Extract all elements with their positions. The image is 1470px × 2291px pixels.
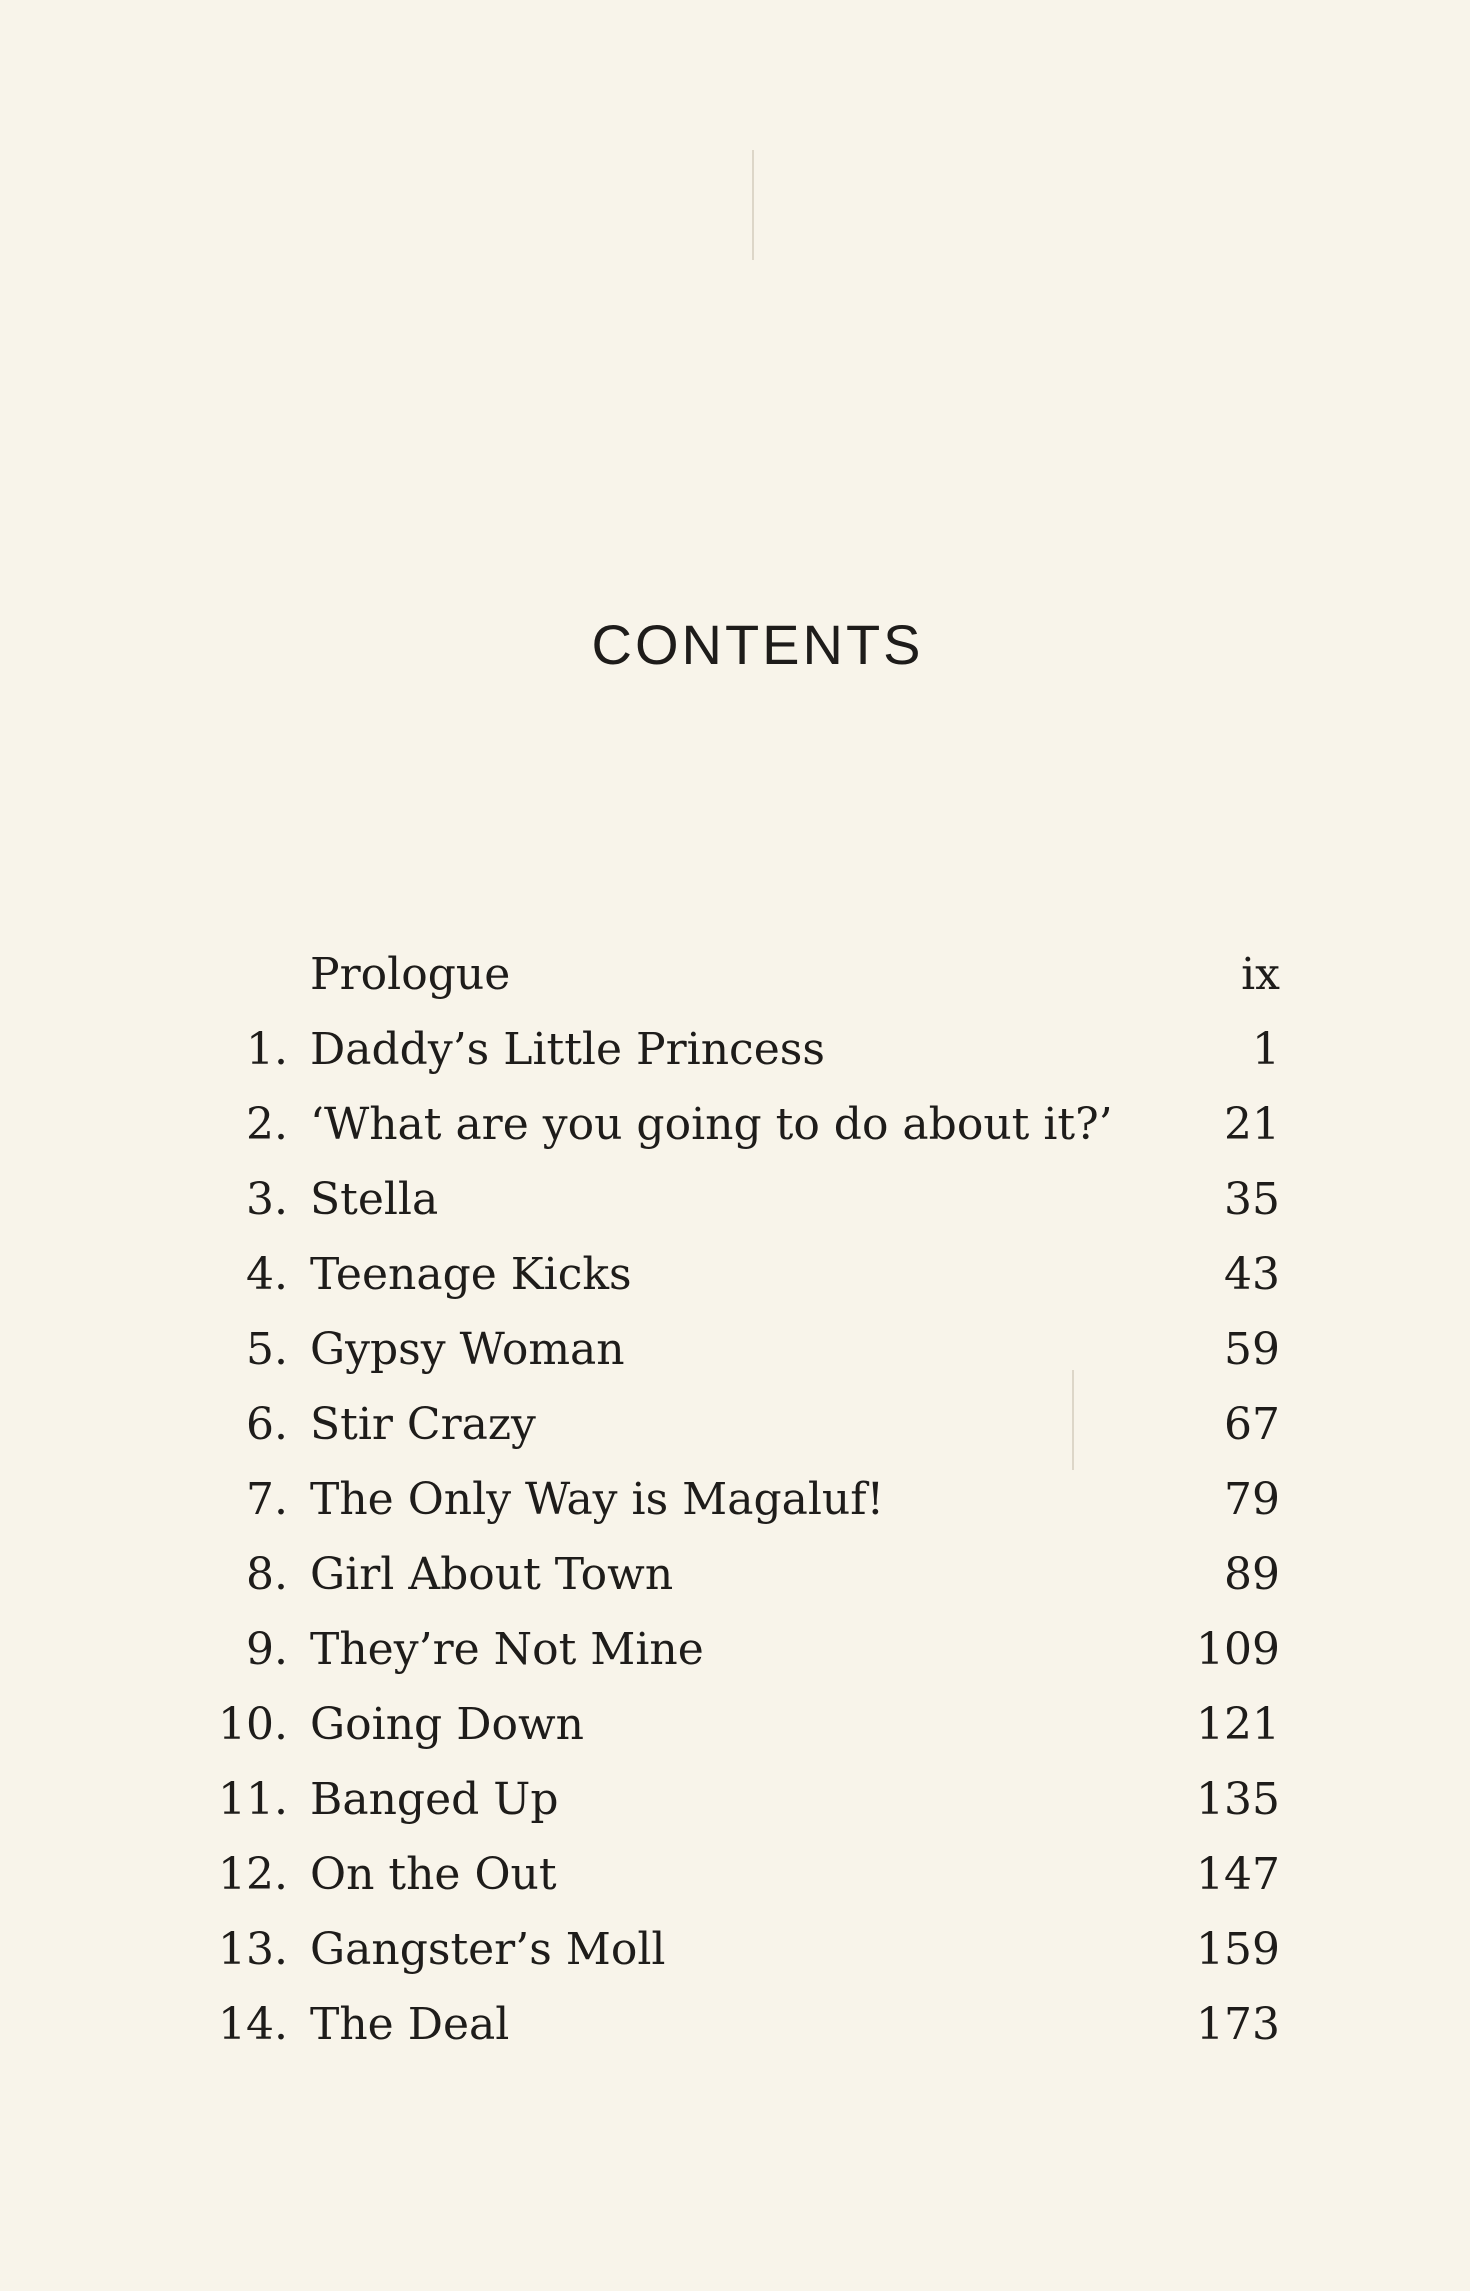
toc-entry-4 (200, 1237, 1280, 1312)
entry-title: On the Out (310, 1849, 557, 1900)
toc-entry-10 (200, 1687, 1280, 1762)
entry-page: 89 (1224, 1549, 1280, 1600)
entry-page: 109 (1196, 1624, 1280, 1675)
entry-title: Going Down (310, 1699, 584, 1750)
entry-title: The Only Way is Magaluf! (310, 1474, 885, 1525)
toc-entry-5 (200, 1312, 1280, 1387)
entry-number: 10. (218, 1699, 288, 1750)
entry-title: Teenage Kicks (310, 1249, 632, 1300)
entry-number: 3. (246, 1174, 288, 1225)
paper-crease (752, 150, 754, 260)
toc-entry-3 (200, 1162, 1280, 1237)
toc-entry-12 (200, 1837, 1280, 1912)
entry-page: 121 (1196, 1699, 1280, 1750)
entry-number: 1. (246, 1024, 288, 1075)
entry-title: Stir Crazy (310, 1399, 536, 1450)
entry-title: The Deal (310, 1999, 510, 2050)
entry-number: 13. (218, 1924, 288, 1975)
entry-number: 9. (246, 1624, 288, 1675)
toc-entry-11 (200, 1762, 1280, 1837)
toc-entry-7 (200, 1462, 1280, 1537)
entry-title: Stella (310, 1174, 439, 1225)
entry-title: Gangster’s Moll (310, 1924, 666, 1975)
toc-entry-13 (200, 1912, 1280, 1987)
entry-number: 14. (218, 1999, 288, 2050)
toc-entry-8 (200, 1537, 1280, 1612)
entry-title: Gypsy Woman (310, 1324, 625, 1375)
entry-number: 6. (246, 1399, 288, 1450)
entry-page: 35 (1224, 1174, 1280, 1225)
toc-entry-14 (200, 1987, 1280, 2062)
entry-title: Prologue (310, 949, 511, 1000)
toc-entry-prologue (200, 937, 1280, 1012)
contents-heading: CONTENTS (591, 613, 924, 676)
entry-page: 147 (1196, 1849, 1280, 1900)
entry-page: 135 (1196, 1774, 1280, 1825)
toc-entry-1 (200, 1012, 1280, 1087)
entry-page: 59 (1224, 1324, 1280, 1375)
entry-page: ix (1241, 949, 1280, 1000)
table-of-contents (200, 937, 1280, 2062)
entry-number: 7. (246, 1474, 288, 1525)
entry-title: Banged Up (310, 1774, 559, 1825)
entry-title: Daddy’s Little Princess (310, 1024, 825, 1075)
entry-number: 8. (246, 1549, 288, 1600)
entry-page: 21 (1224, 1099, 1280, 1150)
entry-title: ‘What are you going to do about it?’ (310, 1099, 1113, 1150)
entry-page: 67 (1224, 1399, 1280, 1450)
toc-entry-2 (200, 1087, 1280, 1162)
toc-entry-6 (200, 1387, 1280, 1462)
entry-title: Girl About Town (310, 1549, 674, 1600)
entry-number: 11. (218, 1774, 288, 1825)
entry-page: 1 (1252, 1024, 1280, 1075)
entry-page: 79 (1224, 1474, 1280, 1525)
entry-number: 5. (246, 1324, 288, 1375)
entry-title: They’re Not Mine (310, 1624, 704, 1675)
entry-number: 12. (218, 1849, 288, 1900)
toc-entry-9 (200, 1612, 1280, 1687)
entry-page: 43 (1224, 1249, 1280, 1300)
entry-number: 2. (246, 1099, 288, 1150)
entry-page: 159 (1196, 1924, 1280, 1975)
entry-number: 4. (246, 1249, 288, 1300)
entry-page: 173 (1196, 1999, 1280, 2050)
